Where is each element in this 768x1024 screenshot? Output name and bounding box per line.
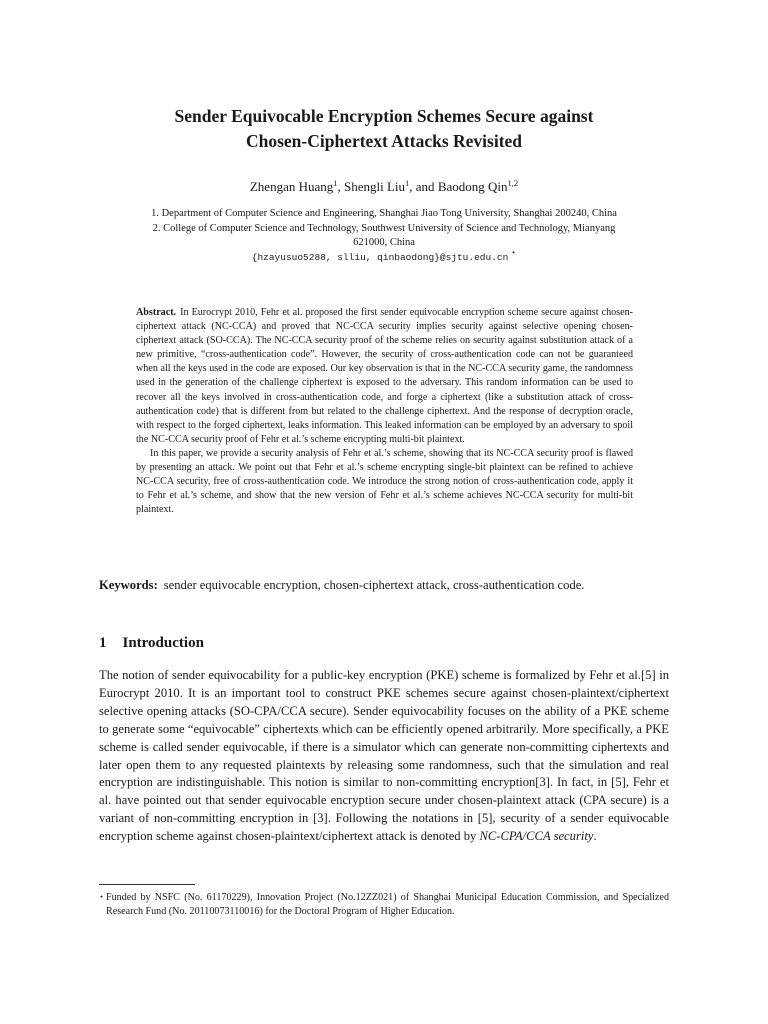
footnote-text: Funded by NSFC (No. 61170229), Innovation Project (No.12ZZ021) of Shanghai Municipal Education Commission, and Specialized Research Fund (No. 20110073110016) for the Doctoral Program of Higher Education. <box>106 892 669 917</box>
keywords <box>99 576 669 594</box>
affiliations <box>96 207 672 265</box>
email-line <box>96 246 672 266</box>
author-name: Shengli Liu <box>344 179 406 194</box>
abstract-paragraph-1 <box>136 306 633 447</box>
keywords-label: Keywords: <box>99 578 158 592</box>
title-line-1: Sender Equivocable Encryption Schemes Secure against <box>174 106 594 126</box>
author-conjunction: and <box>415 179 435 194</box>
introduction-emphasis: NC-CPA/CCA security <box>479 829 594 844</box>
introduction-paragraph <box>99 667 669 846</box>
affiliation-2-cont: 621000, China <box>353 237 415 249</box>
footnote <box>99 891 669 919</box>
section-heading <box>99 633 204 653</box>
section-title: Introduction <box>122 635 204 651</box>
author-affiliation-mark: 1,2 <box>507 178 519 188</box>
author-list: Zhengan Huang$^1$, Shengli Liu$^1$, and Baodong Qin$^{1,2}$ <box>249 178 519 194</box>
affiliation-2: 2. College of Computer Science and Technology, Southwest University of Science and Technology, Mianyang <box>152 222 616 234</box>
abstract-paragraph-2: In this paper, we provide a security analysis of Fehr et al.’s scheme, showing that its NC-CCA security proof is flawed by presenting an attack. We point out that Fehr et al.’s scheme encrypting single-bit plaintext can be refined to achieve NC-CCA security, free of cross-authentication code. We introduce the strong notion of cross-authentication code, apply it to Fehr et al.’s scheme, and show that the new version of Fehr et al.’s scheme achieves NC-CCA security for multi-bit plaintext. <box>136 447 633 516</box>
abstract-text-1: In Eurocrypt 2010, Fehr et al. proposed the first sender equivocable encryption scheme secure against chosen-ciphertext attack (NC-CCA) and proved that NC-CCA security implies security against selective opening chosen-ciphertext attack (SO-CCA). The NC-CCA security proof of the scheme relies on security against substitution attack of a new primitive, “cross-authentication code”. However, the security of cross-authentication code can not be guaranteed when all the keys used in the code are exposed. Our key observation is that in the NC-CCA security game, the randomness used in the generation of the challenge ciphertext is exposed to the adversary. This random information can be used to recover all the keys involved in cross-authentication code, and forge a ciphertext (like a substitution attack of cross-authentication code) that is different from but related to the challenge ciphertext. And the response of decryption oracle, with respect to the forged ciphertext, leaks information. This leaked information can be employed by an adversary to spoil the NC-CCA security proof of Fehr et al.’s scheme encrypting multi-bit plaintext. <box>136 307 633 445</box>
author-affiliation-mark: 1 <box>405 178 410 188</box>
abstract-label: Abstract. <box>136 307 177 318</box>
author-affiliation-mark: 1 <box>333 178 338 188</box>
paper-title <box>0 104 768 154</box>
abstract <box>136 306 633 517</box>
section-number: 1 <box>99 635 107 651</box>
footnote-mark: ⋆ <box>510 246 517 257</box>
footnote-divider <box>99 884 195 885</box>
introduction-end: . <box>593 829 597 844</box>
author-name: Zhengan Huang <box>249 179 334 194</box>
author-name: Baodong Qin <box>437 179 508 194</box>
affiliation-1: 1. Department of Computer Science and Engineering, Shanghai Jiao Tong University, Shanghai 200240, China <box>151 208 617 219</box>
introduction-text: The notion of sender equivocability for a public-key encryption (PKE) scheme is formalized by Fehr et al.[5] in Eurocrypt 2010. It is an important tool to construct PKE schemes secure against chosen-plaintext/ciphertext selective opening attacks (SO-CPA/CCA secure). Sender equivocability focuses on the ability of a PKE scheme to generate some “equivocable” ciphertexts which can be efficiently opened arbitrarily. More specifically, a PKE scheme is called sender equivocable, if there is a simulator which can generate non-committing ciphertexts and later open them to any requested plaintexts by releasing some randomness, such that the simulation and real encryption are indistinguishable. This notion is similar to non-committing encryption[3]. In fact, in [5], Fehr et al. have pointed out that sender equivocable encryption secure under chosen-plaintext attack (CPA secure) is a variant of non-committing encryption in [3]. Following the notations in [5], security of a sender equivocable encryption scheme against chosen-plaintext/ciphertext attack is denoted by <box>99 668 669 844</box>
title-line-2: Chosen-Ciphertext Attacks Revisited <box>245 131 523 151</box>
footnote-marker: ⋆ <box>99 892 105 901</box>
keywords-text: sender equivocable encryption, chosen-ciphertext attack, cross-authentication code. <box>163 578 585 592</box>
author-emails: {hzayusuo5288, slliu, qinbaodong}@sjtu.edu.cn <box>251 251 509 263</box>
